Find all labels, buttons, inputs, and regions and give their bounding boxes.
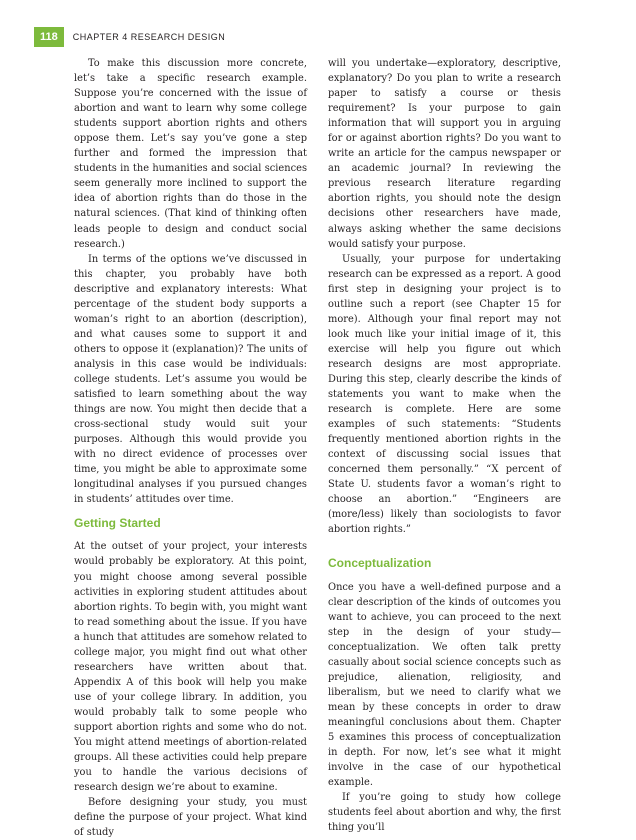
body-paragraph: If you’re going to study how college students feel about abortion and why, the first thing you’ll: [328, 792, 561, 834]
chapter-title: CHAPTER 4 RESEARCH DESIGN: [72, 32, 226, 42]
body-paragraph: Once you have a well-defined purpose and a clear description of the kinds of outcomes you want to achieve, you can proceed to the next step in the design of your study—conceptualization. We often talk pretty casually about social science concepts such as prejudice, alienation, religiosity, and liberalism, but we need to clarify what we mean by these concepts in order to draw meaningful conclusions about them. Chapter 5 examines this process of conceptualization in depth. For now, let’s see what it might involve in the case of our hypothetical example.: [328, 581, 561, 789]
right-column: [328, 56, 561, 835]
body-paragraph: In terms of the options we’ve discussed in this chapter, you probably have both descriptive and explanatory interests: What percentage of the student body supports a woman’s right to an abortion (description), and what causes some to support it and others to oppose it (explanation)? The units of analysis in this case would be individuals: college students. Let’s assume you would be satisfied to learn something about the way things are now. You might then decide that a cross-sectional study would suit your purposes. Although this would provide you with no direct evidence of processes over time, you might be able to approximate some longitudinal analyses if you pursued changes in students’ attitudes over time.: [74, 253, 307, 506]
left-column: [74, 56, 307, 840]
body-paragraph: At the outset of your project, your interests would probably be exploratory. At this point, you might choose among several possible activities in exploring student attitudes about abortion rights. To begin with, you might want to read something about the issue. If you have a hunch that attitudes are somehow related to college major, you might find out what other researchers have written about that. Appendix A of this book will help you make use of your college library. In addition, you would probably talk to some people who support abortion rights and some who do not. You might attend meetings of abortion-related groups. All these activities could help prepare you to handle the various decisions of research design we’re about to examine.: [74, 541, 307, 794]
body-paragraph: To make this discussion more concrete, let’s take a specific research example. Suppose you’re concerned with the issue of abortion and want to learn why some college students support abortion rights and others oppose them. Let’s say you’ve gone a step further and formed the impression that students in the humanities and social sciences seem generally more inclined to support the idea of abortion rights than do those in the natural sciences. (That kind of thinking often leads people to design and conduct social research.): [74, 58, 307, 250]
body-paragraph: Usually, your purpose for undertaking research can be expressed as a report. A good first step in designing your project is to outline such a report (see Chapter 15 for more). Although your final report may not look much like your initial image of it, this exercise will help you figure out which research designs are most appropriate. During this step, clearly describe the kinds of statements you want to make when the research is complete. Here are some examples of such statements: “Students frequently mentioned abortion rights in the context of discussing social issues that concerned them personally.” “X percent of State U. students favor a woman’s right to choose an abortion.” “Engineers are (more/less) likely than sociologists to favor abortion rights.”: [328, 253, 561, 536]
body-paragraph: will you undertake—exploratory, descriptive, explanatory? Do you plan to write a research paper to satisfy a course or thesis requirement? Is your purpose to gain information that will support you in arguing for or against abortion rights? Do you want to write an article for the campus newspaper or an academic journal? In reviewing the previous research literature regarding abortion rights, you should note the design decisions other researchers have made, always asking whether the same decisions would satisfy your purpose.: [328, 58, 561, 250]
page-number: 118: [34, 27, 64, 47]
body-paragraph: Before designing your study, you must define the purpose of your project. What kind of study: [74, 797, 307, 839]
section-heading-getting-started: Getting Started: [74, 516, 161, 531]
running-header: [34, 26, 225, 48]
section-heading-conceptualization: Conceptualization: [328, 555, 432, 570]
